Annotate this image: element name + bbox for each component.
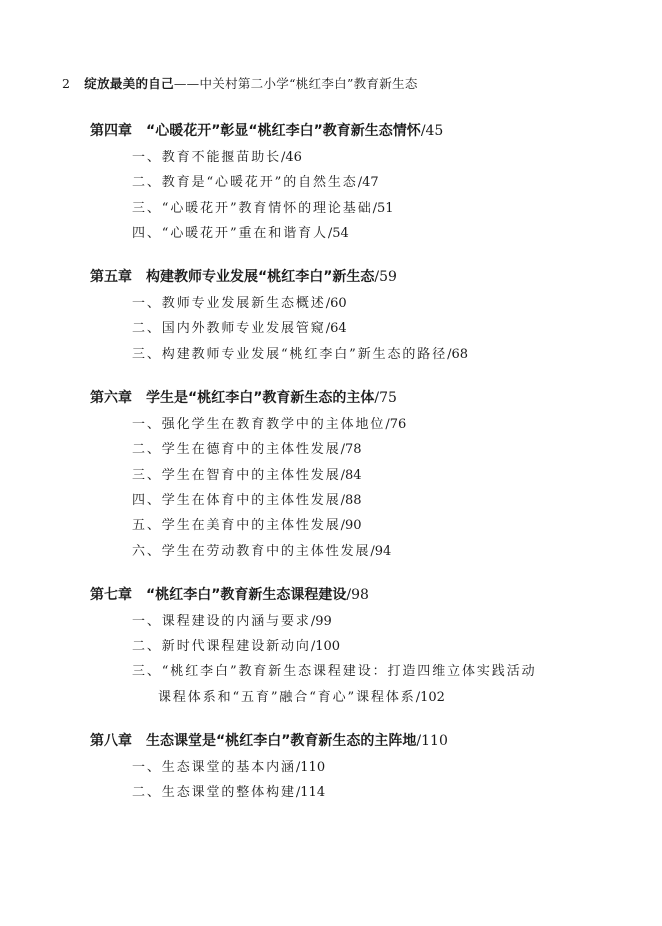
chapter-number: 第六章 [90, 390, 132, 407]
section-entry [0, 539, 662, 564]
chapter-number: 第八章 [90, 733, 132, 750]
section-page: /90 [340, 518, 362, 534]
chapter-number: 第七章 [90, 586, 132, 603]
chapter-name: “心暖花开”彰显“桃红李白”教育新生态情怀 [146, 123, 421, 139]
book-subtitle: 中关村第二小学“桃红李白”教育新生态 [199, 76, 418, 91]
section-text: 二、教育是“心暖花开”的自然生态 [132, 175, 358, 191]
section-text: 四、学生在体育中的主体性发展 [132, 492, 341, 508]
section-page: /102 [415, 689, 445, 705]
chapter-7 [0, 582, 662, 710]
section-text: 六、学生在劳动教育中的主体性发展 [132, 543, 371, 559]
section-text: 二、生态课堂的整体构建 [132, 785, 296, 801]
section-entry [0, 513, 662, 538]
section-entry [0, 291, 662, 316]
header-dash: —— [173, 76, 200, 91]
section-text: 一、课程建设的内涵与要求 [132, 613, 311, 629]
chapter-name: 构建教师专业发展“桃红李白”新生态 [146, 269, 375, 286]
section-entry [0, 609, 662, 634]
chapter-8 [0, 728, 662, 806]
section-page: /84 [340, 467, 362, 483]
chapter-title [0, 118, 662, 145]
section-entry [0, 316, 662, 341]
chapter-page: /59 [374, 269, 397, 286]
section-text: 一、教师专业发展新生态概述 [132, 296, 326, 312]
chapter-title [0, 728, 662, 755]
section-text: 二、学生在德育中的主体性发展 [132, 442, 341, 458]
chapter-name: 学生是“桃红李白”教育新生态的主体 [146, 390, 375, 407]
section-entry [0, 196, 662, 221]
section-entry [0, 145, 662, 170]
chapter-name: 生态课堂是“桃红李白”教育新生态的主阵地 [146, 733, 417, 750]
section-page: /47 [357, 175, 379, 191]
chapter-6 [0, 385, 662, 564]
section-entry [0, 412, 662, 437]
chapter-title [0, 385, 662, 412]
section-page: /100 [310, 639, 341, 655]
section-text: 二、新时代课程建设新动向 [132, 639, 311, 655]
chapter-page: /110 [416, 733, 448, 750]
section-text: 三、“心暖花开”教育情怀的理论基础 [132, 200, 373, 216]
section-page: /68 [447, 346, 469, 362]
section-page: /51 [372, 200, 394, 216]
table-of-contents [0, 118, 662, 824]
chapter-number: 第五章 [90, 269, 132, 286]
section-entry [0, 634, 662, 659]
section-text: 四、“心暖花开”重在和谐育人 [132, 225, 328, 241]
section-page: /76 [385, 417, 407, 433]
chapter-5 [0, 264, 662, 367]
section-entry [0, 488, 662, 513]
chapter-name: “桃红李白”教育新生态课程建设 [146, 586, 347, 603]
section-page: /54 [327, 225, 349, 241]
section-text: 一、生态课堂的基本内涵 [132, 760, 296, 776]
section-page: /110 [295, 760, 326, 776]
book-title: 绽放最美的自己 [84, 76, 174, 91]
section-page: /64 [325, 321, 347, 337]
section-text: 三、“桃红李白”教育新生态课程建设：打造四维立体实践活动 [132, 664, 537, 680]
chapter-page: /75 [374, 390, 397, 407]
section-page: /99 [310, 613, 332, 629]
running-header [62, 74, 418, 92]
chapter-title [0, 264, 662, 291]
section-entry [0, 755, 662, 780]
chapter-page: /45 [420, 123, 444, 139]
chapter-title [0, 582, 662, 609]
section-page: /88 [340, 492, 362, 508]
section-entry [0, 342, 662, 367]
section-entry [0, 463, 662, 488]
section-page: /94 [370, 543, 392, 559]
page-number: 2 [62, 76, 71, 91]
section-page: /114 [295, 785, 326, 801]
section-text: 课程体系和“五育”融合“育心”课程体系 [158, 689, 416, 705]
section-entry [0, 780, 662, 805]
section-text: 二、国内外教师专业发展管窥 [132, 321, 326, 337]
section-entry-continuation [0, 685, 662, 710]
chapter-page: /98 [346, 586, 369, 603]
section-page: /60 [325, 296, 347, 312]
section-text: 五、学生在美育中的主体性发展 [132, 518, 341, 534]
section-page: /46 [281, 150, 302, 165]
section-entry [0, 659, 662, 684]
section-page: /78 [340, 442, 362, 458]
section-text: 三、学生在智育中的主体性发展 [132, 467, 341, 483]
chapter-number: 第四章 [90, 123, 132, 139]
section-entry [0, 221, 662, 246]
section-text: 三、构建教师专业发展“桃红李白”新生态的路径 [132, 346, 448, 362]
section-entry [0, 437, 662, 462]
section-text: 一、强化学生在教育教学中的主体地位 [132, 417, 386, 433]
chapter-4 [0, 118, 662, 246]
section-text: 一、教育不能揠苗助长 [132, 150, 282, 165]
section-entry [0, 170, 662, 195]
